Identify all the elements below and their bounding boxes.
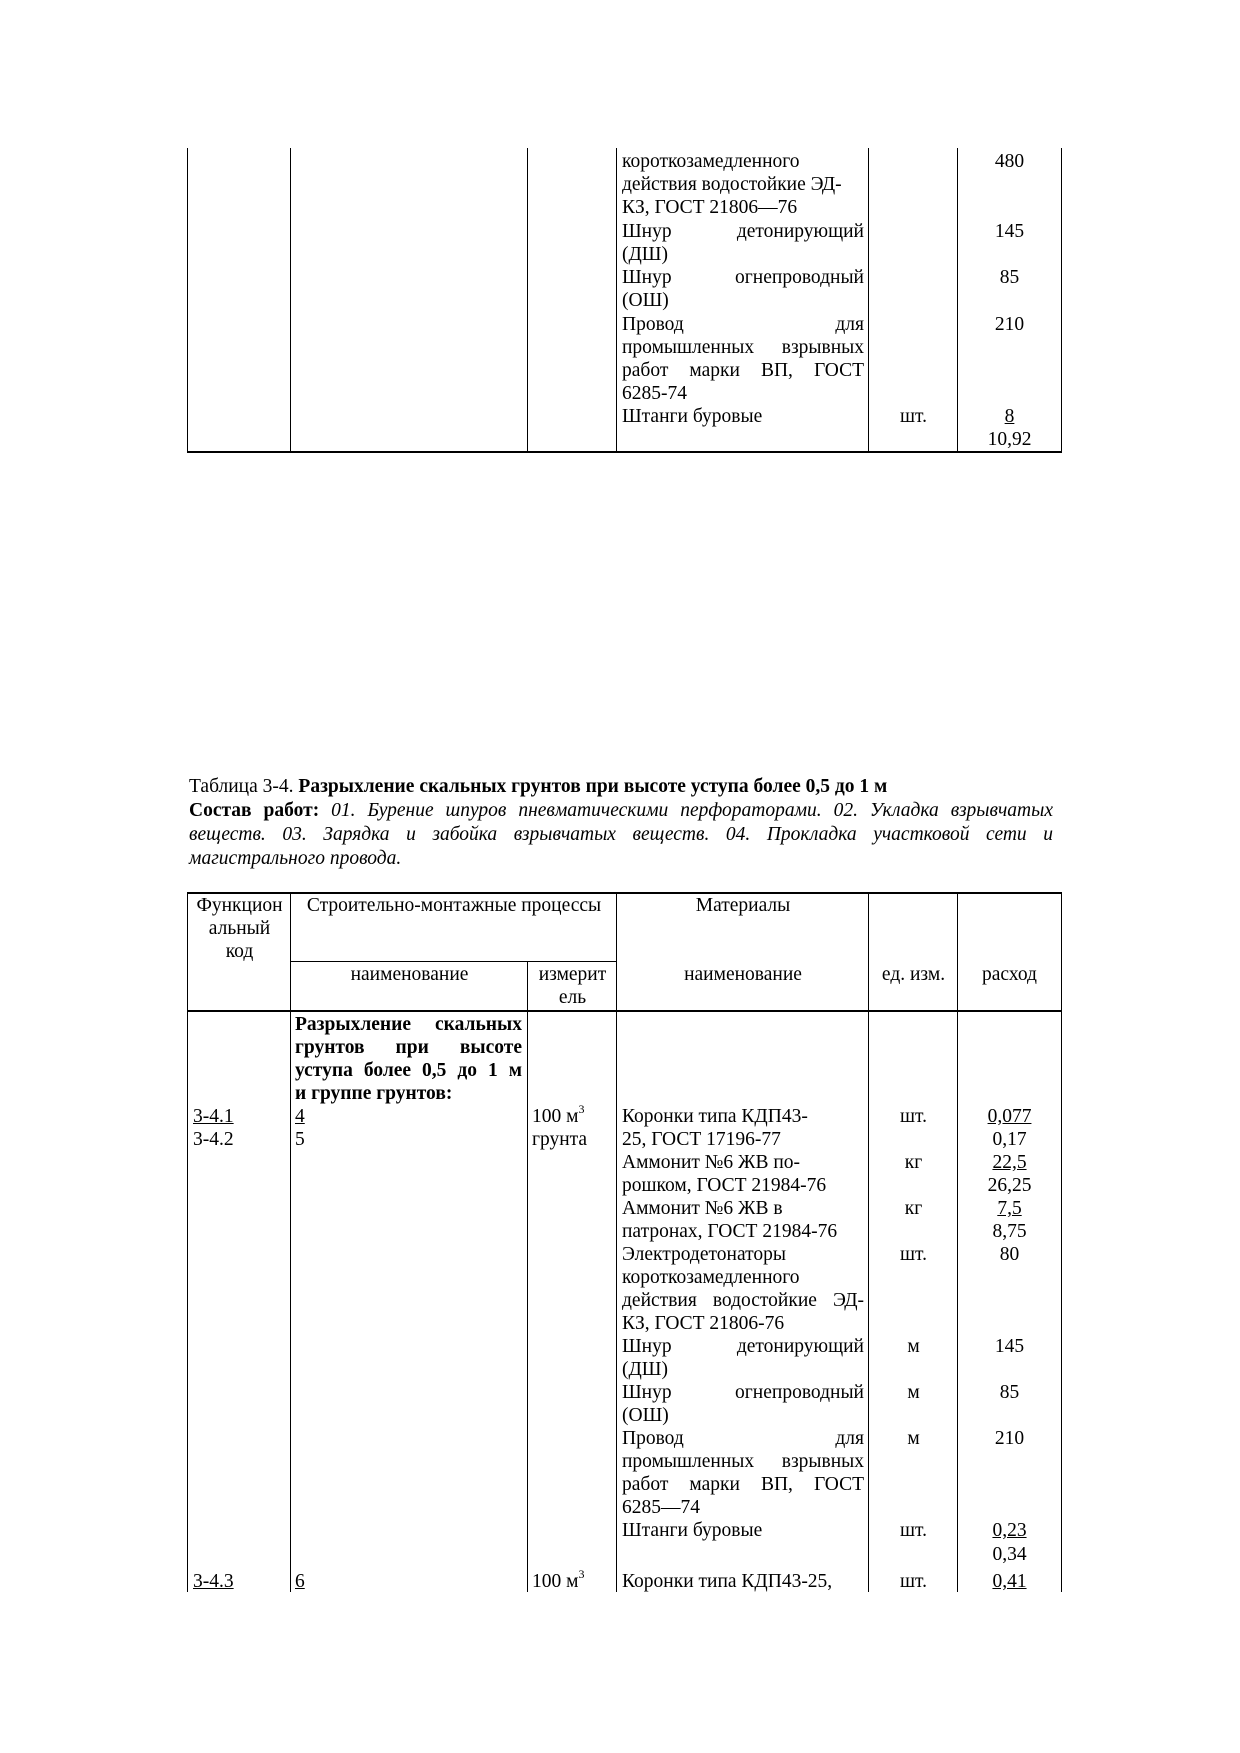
consumption-cell: 210 — [994, 1428, 1025, 1449]
group-title: уступа более 0,5 до 1 м — [295, 1060, 522, 1081]
material-line: короткозамедленного — [622, 151, 800, 172]
work-composition: магистрального провода. — [189, 848, 402, 869]
table-border — [1061, 148, 1062, 453]
material-line: промышленных взрывных — [622, 337, 864, 358]
meter-unit: 100 $м^3$ — [532, 1101, 585, 1127]
header-name: наименование — [350, 964, 469, 985]
material-line: рошком, ГОСТ 21984-76 — [622, 1175, 827, 1196]
material-line: Штанги буровые — [622, 1520, 763, 1541]
unit-cell: м — [907, 1336, 920, 1357]
material-line: Провод для — [622, 1428, 864, 1449]
func-code: 3-4.3 — [193, 1571, 234, 1592]
table-border — [527, 961, 528, 1592]
material-line: действия водостойкие ЭД- — [622, 1290, 864, 1311]
consumption-cell: 0,17 — [992, 1129, 1027, 1150]
material-line: Шнур детонирующий — [622, 1336, 864, 1357]
table-border — [290, 892, 291, 1592]
table-border — [616, 148, 617, 453]
material-line: Штанги буровые — [622, 406, 763, 427]
material-line: Провод для — [622, 314, 864, 335]
unit-cell: кг — [904, 1198, 923, 1219]
consumption-cell: 480 — [994, 151, 1025, 172]
material-line: Электродетонаторы — [622, 1244, 786, 1265]
header-func-code: альный — [208, 918, 271, 939]
soil-group: 6 — [295, 1571, 305, 1592]
unit-cell: шт. — [900, 1571, 927, 1592]
unit-cell: шт. — [900, 1106, 927, 1127]
material-line: Шнур огнепроводный — [622, 1382, 864, 1403]
consumption-cell: 85 — [999, 1382, 1020, 1403]
unit-cell: м — [907, 1382, 920, 1403]
header-materials: Материалы — [695, 895, 791, 916]
consumption-cell: 26,25 — [987, 1175, 1032, 1196]
material-line: 6285—74 — [622, 1497, 700, 1518]
header-mat-name: наименование — [684, 964, 802, 985]
header-meter: измерит — [538, 964, 607, 985]
unit-cell: шт. — [900, 406, 927, 427]
material-line: Аммонит №6 ЖВ в — [622, 1198, 783, 1219]
unit-cell: кг — [904, 1152, 923, 1173]
header-processes: Строительно-монтажные процессы — [306, 895, 602, 916]
consumption-cell: 10,92 — [987, 429, 1032, 450]
table-border — [187, 892, 188, 1592]
group-title: грунтов при высоте — [295, 1037, 522, 1058]
material-line: короткозамедленного — [622, 1267, 800, 1288]
table-border — [868, 148, 869, 453]
material-line: 25, ГОСТ 17196-77 — [622, 1129, 781, 1150]
meter-unit: 100 $м^3$ — [532, 1566, 585, 1592]
material-line: промышленных взрывных — [622, 1451, 864, 1472]
material-line: (ОШ) — [622, 290, 669, 311]
consumption-cell: 0,23 — [992, 1520, 1027, 1541]
table-border — [187, 451, 1062, 453]
caption-title: Таблица 3-4. Разрыхление скальных грунтов при высоте уступа более 0,5 до 1 м — [189, 776, 888, 797]
material-line: 6285-74 — [622, 383, 687, 404]
table-border — [290, 148, 291, 453]
header-meter: ель — [558, 987, 587, 1008]
material-line: КЗ, ГОСТ 21806-76 — [622, 1313, 785, 1334]
consumption-cell: 145 — [994, 221, 1025, 242]
work-composition: Состав работ: 01. Бурение шпуров пневматическими перфораторами. 02. Укладка взрывчатых — [189, 800, 1053, 821]
table-border — [527, 148, 528, 453]
header-func-code: код — [225, 941, 254, 962]
soil-group: 4 — [295, 1106, 305, 1127]
table-border — [187, 1010, 1062, 1012]
material-line: Шнур огнепроводный — [622, 267, 864, 288]
unit-cell: м — [907, 1428, 920, 1449]
header-func-code: Функцион — [196, 895, 283, 916]
material-line: патронах, ГОСТ 21984-76 — [622, 1221, 838, 1242]
material-line: (ДШ) — [622, 1359, 668, 1380]
table-border — [868, 892, 869, 1592]
consumption-cell: 80 — [999, 1244, 1020, 1265]
consumption-cell: 8,75 — [992, 1221, 1027, 1242]
group-title: Разрыхление скальных — [295, 1014, 522, 1035]
func-code: 3-4.2 — [193, 1129, 234, 1150]
header-unit: ед. изм. — [881, 964, 946, 985]
group-title: и группе грунтов: — [295, 1083, 453, 1104]
consumption-cell: 0,077 — [987, 1106, 1032, 1127]
meter-unit: грунта — [532, 1129, 588, 1150]
consumption-cell: 0,41 — [992, 1571, 1027, 1592]
material-line: (ДШ) — [622, 244, 668, 265]
consumption-cell: 0,34 — [992, 1544, 1027, 1565]
material-line: действия водостойкие ЭД- — [622, 174, 842, 195]
material-line: Аммонит №6 ЖВ по- — [622, 1152, 801, 1173]
material-line: (ОШ) — [622, 1405, 669, 1426]
consumption-cell: 210 — [994, 314, 1025, 335]
table-border — [290, 961, 616, 962]
table-border — [616, 892, 617, 1592]
material-line: Коронки типа КДП43-25, — [622, 1571, 833, 1592]
material-line: Шнур детонирующий — [622, 221, 864, 242]
material-line: работ марки ВП, ГОСТ — [622, 1474, 864, 1495]
unit-cell: шт. — [900, 1520, 927, 1541]
material-line: Коронки типа КДП43- — [622, 1106, 808, 1127]
material-line: работ марки ВП, ГОСТ — [622, 360, 864, 381]
table-border — [187, 148, 188, 453]
material-line: КЗ, ГОСТ 21806—76 — [622, 197, 798, 218]
unit-cell: шт. — [900, 1244, 927, 1265]
table-border — [1061, 892, 1062, 1592]
soil-group: 5 — [295, 1129, 305, 1150]
consumption-cell: 22,5 — [992, 1152, 1027, 1173]
work-composition: веществ. 03. Зарядка и забойка взрывчатых веществ. 04. Прокладка участковой сети и — [189, 824, 1053, 845]
consumption-cell: 7,5 — [997, 1198, 1022, 1219]
consumption-cell: 8 — [1004, 406, 1015, 427]
header-consumption: расход — [982, 964, 1037, 985]
consumption-cell: 145 — [994, 1336, 1025, 1357]
func-code: 3-4.1 — [193, 1106, 234, 1127]
consumption-cell: 85 — [999, 267, 1020, 288]
